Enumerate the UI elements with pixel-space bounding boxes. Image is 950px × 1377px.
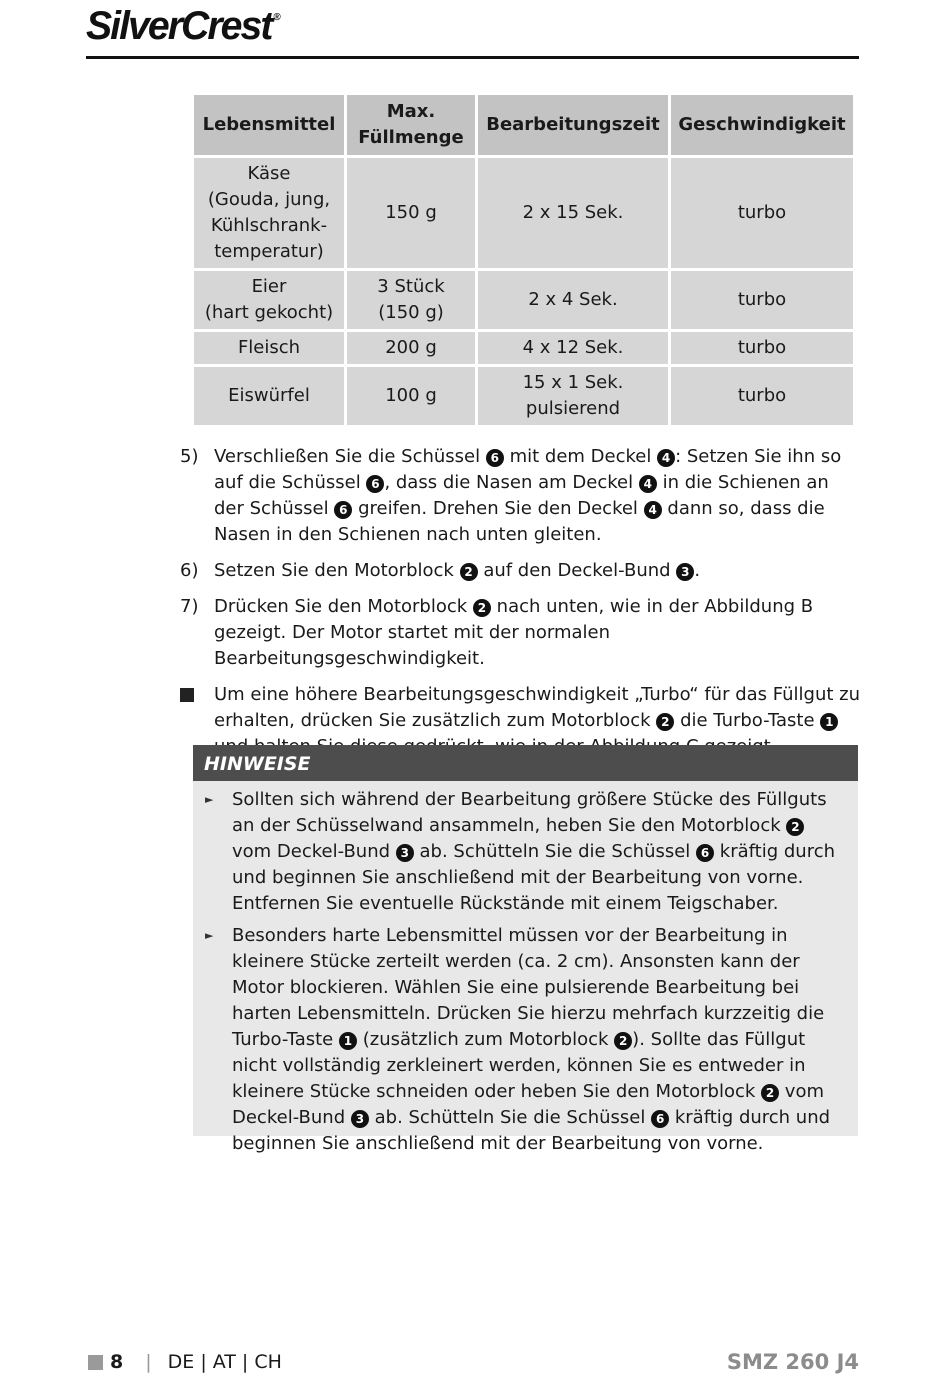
part-number-badge: 4 [644, 501, 662, 519]
step-6 [180, 558, 860, 584]
table-row [194, 271, 853, 329]
part-number-badge: 6 [366, 475, 384, 493]
part-number-badge: 6 [334, 501, 352, 519]
header-rule [86, 56, 859, 59]
cell-food: Käse (Gouda, jung, Kühlschrank- temperatur) [194, 158, 344, 268]
col-header-time: Bearbeitungszeit [478, 95, 668, 155]
processing-table [191, 92, 856, 428]
arrow-bullet-icon: ► [205, 793, 214, 806]
step-7 [180, 594, 860, 672]
step-number: 7) [180, 596, 199, 617]
step-text: Drücken Sie den Motorblock 2 nach unten, wie in der Abbildung B gezeigt. Der Motor startet mit der normalen Bearbeitungsgeschwindigkeit. [214, 596, 814, 669]
part-number-badge: 6 [486, 449, 504, 467]
cell-time: 2 x 15 Sek. [478, 158, 668, 268]
part-number-badge: 1 [820, 713, 838, 731]
model-number: SMZ 260 J4 [726, 1350, 859, 1374]
col-header-speed: Geschwindigkeit [671, 95, 853, 155]
part-number-badge: 6 [651, 1110, 669, 1128]
page-number: 8 [110, 1351, 124, 1373]
notes-box [193, 745, 858, 1154]
brand-logo: SilverCrest ® [86, 4, 281, 48]
note-item [203, 787, 848, 917]
cell-speed: turbo [671, 367, 853, 425]
cell-food: Eiswürfel [194, 367, 344, 425]
table-row [194, 332, 853, 364]
step-number: 6) [180, 560, 199, 581]
note-text: Sollten sich während der Bearbeitung größere Stücke des Füllguts an der Schüsselwand ansammeln, heben Sie den Motorblock 2 vom Deckel-Bund 3 ab. Schütteln Sie die Schüssel 6 kräftig durch und beginnen Sie anschließend mit der Bearbeitung von vorne. Entfernen Sie eventuelle Rückstände mit einem Teigschaber. [232, 789, 836, 914]
notes-body [193, 781, 858, 1157]
arrow-bullet-icon: ► [205, 929, 214, 942]
footer-divider: | [145, 1351, 152, 1373]
part-number-badge: 3 [676, 563, 694, 581]
step-5 [180, 444, 860, 548]
part-number-badge: 2 [473, 599, 491, 617]
part-number-badge: 1 [339, 1032, 357, 1050]
notes-title: HINWEISE [193, 745, 858, 781]
cell-speed: turbo [671, 332, 853, 364]
part-number-badge: 6 [696, 844, 714, 862]
table-row [194, 158, 853, 268]
cell-speed: turbo [671, 271, 853, 329]
part-number-badge: 4 [639, 475, 657, 493]
cell-time: 15 x 1 Sek. pulsierend [478, 367, 668, 425]
table-row [194, 367, 853, 425]
language-codes: DE | AT | CH [167, 1351, 282, 1373]
cell-speed: turbo [671, 158, 853, 268]
part-number-badge: 3 [396, 844, 414, 862]
instruction-steps [180, 444, 860, 770]
step-number: 5) [180, 446, 199, 467]
table-header-row [194, 95, 853, 155]
cell-time: 4 x 12 Sek. [478, 332, 668, 364]
square-bullet-icon [180, 688, 194, 702]
part-number-badge: 2 [614, 1032, 632, 1050]
step-text: Um eine höhere Bearbeitungsgeschwindigkeit „Turbo“ für das Füllgut zu erhalten, drücken Sie zusätzlich zum Motorblock 2 die Turbo-Taste 1 [214, 684, 861, 731]
note-item [203, 923, 848, 1157]
cell-food: Fleisch [194, 332, 344, 364]
part-number-badge: 2 [460, 563, 478, 581]
step-text: Setzen Sie den Motorblock 2 auf den Deckel-Bund 3 . [214, 560, 701, 581]
part-number-badge: 4 [657, 449, 675, 467]
part-number-badge: 2 [786, 818, 804, 836]
cell-time: 2 x 4 Sek. [478, 271, 668, 329]
square-marker-icon [88, 1355, 103, 1370]
col-header-amount: Max. Füllmenge [347, 95, 475, 155]
part-number-badge: 2 [761, 1084, 779, 1102]
part-number-badge: 3 [351, 1110, 369, 1128]
cell-amount: 200 g [347, 332, 475, 364]
note-text: Besonders harte Lebensmittel müssen vor der Bearbeitung in kleinere Stücke zerteilt werden (ca. 2 cm). Ansonsten kann der Motor blockieren. Wählen Sie eine pulsierende Bearbeitung bei harten Lebensmitteln. Drücken Sie hierzu mehrfach kurzzeitig die Turbo-Taste 1 (zusätzlich zum Motorblock 2 ). Sollte das Füllgut nicht vollständig zerkleinert werden, können Sie es entweder in kleinere Stücke schneiden oder heben Sie den Motorblock 2 vom Deckel-Bund 3 ab. Schütteln Sie die Schüssel 6 kräftig durch und beginnen Sie anschließend mit der Bearbeitung von vorne. [232, 925, 831, 1154]
cell-amount: 3 Stück (150 g) [347, 271, 475, 329]
cell-food: Eier (hart gekocht) [194, 271, 344, 329]
step-text: Verschließen Sie die Schüssel 6 mit dem Deckel 4 : Setzen Sie ihn so auf die Schüssel 6 , dass die Nasen am Deckel 4 in die Schienen an der Schüssel 6 greifen. Drehen Sie den Deckel 4 dann so, dass die Nasen in den Schienen nach unten gleiten. [214, 446, 842, 545]
cell-amount: 100 g [347, 367, 475, 425]
part-number-badge: 2 [656, 713, 674, 731]
cell-amount: 150 g [347, 158, 475, 268]
col-header-food: Lebensmittel [194, 95, 344, 155]
footer-left [88, 1347, 282, 1377]
